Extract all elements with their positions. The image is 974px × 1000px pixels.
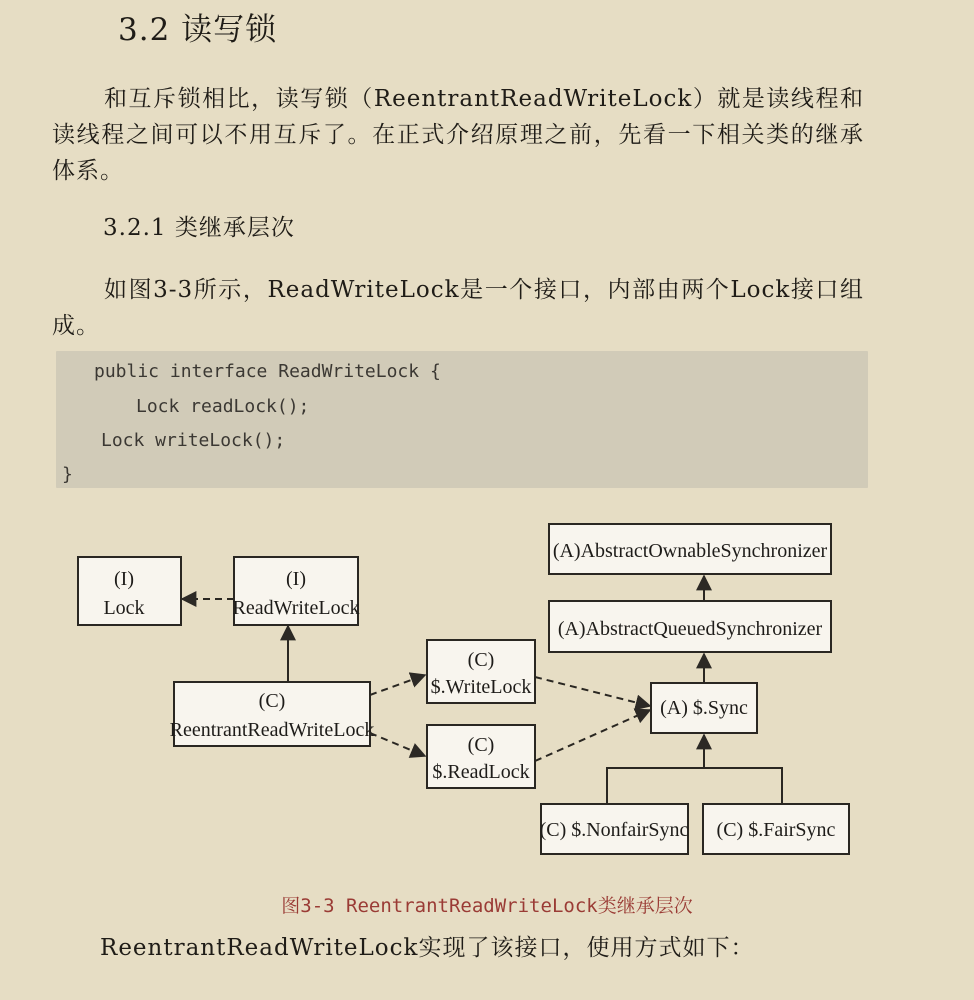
edge-sync-children-connector <box>607 768 782 804</box>
node-read-lock <box>427 725 535 788</box>
node-reentrant-read-write-lock <box>170 682 375 746</box>
code-line: Lock writeLock(); <box>101 430 286 451</box>
figure-caption: 图3-3 ReentrantReadWriteLock类继承层次 <box>281 895 693 917</box>
edge-reentrant-to-read-lock <box>370 733 425 756</box>
node-sync <box>651 683 757 733</box>
node-abstract-queued-synchronizer-label: (A)AbstractQueuedSynchronizer <box>557 618 823 640</box>
node-read-write-lock <box>233 557 360 625</box>
node-reentrant-read-write-lock-kind: (C) <box>258 690 286 712</box>
code-line: public interface ReadWriteLock { <box>94 361 441 382</box>
node-fair-sync-label: (C) $.FairSync <box>716 819 836 841</box>
node-abstract-ownable-synchronizer <box>549 524 831 574</box>
node-abstract-queued-synchronizer <box>549 601 831 652</box>
node-write-lock-kind: (C) <box>467 649 495 671</box>
edge-read-lock-to-sync <box>535 710 650 761</box>
intro-paragraph: 和互斥锁相比，读写锁（ReentrantReadWriteLock）就是读线程和读线程之间可以不用互斥了。在正式介绍原理之前，先看一下相关类的继承体系。 <box>52 86 864 184</box>
section-title: 3.2 读写锁 <box>118 12 278 48</box>
node-read-write-lock-name: ReadWriteLock <box>232 597 360 619</box>
node-write-lock-name: $.WriteLock <box>430 676 532 698</box>
node-lock-name: Lock <box>103 597 145 619</box>
edge-write-lock-to-sync <box>535 677 650 706</box>
class-hierarchy-diagram <box>0 515 974 865</box>
node-read-write-lock-kind: (I) <box>286 568 306 590</box>
node-lock-kind: (I) <box>114 568 134 590</box>
node-write-lock <box>427 640 535 703</box>
code-block <box>56 351 868 488</box>
node-nonfair-sync <box>540 804 689 854</box>
node-read-lock-kind: (C) <box>467 734 495 756</box>
node-fair-sync <box>703 804 849 854</box>
node-abstract-ownable-synchronizer-label: (A)AbstractOwnableSynchronizer <box>552 540 828 562</box>
node-nonfair-sync-label: (C) $.NonfairSync <box>539 819 689 841</box>
edge-reentrant-to-write-lock <box>370 675 425 695</box>
node-read-lock-name: $.ReadLock <box>432 761 530 783</box>
code-line: Lock readLock(); <box>136 396 310 417</box>
node-reentrant-read-write-lock-name: ReentrantReadWriteLock <box>169 719 375 741</box>
subsection-title: 3.2.1 类继承层次 <box>103 215 295 241</box>
node-sync-label: (A) $.Sync <box>660 697 748 719</box>
closing-text: ReentrantReadWriteLock实现了该接口，使用方式如下： <box>100 935 755 961</box>
interface-description-paragraph: 如图3-3所示，ReadWriteLock是一个接口，内部由两个Lock接口组成。 <box>52 277 864 339</box>
code-line: } <box>62 464 73 485</box>
node-lock <box>78 557 181 625</box>
